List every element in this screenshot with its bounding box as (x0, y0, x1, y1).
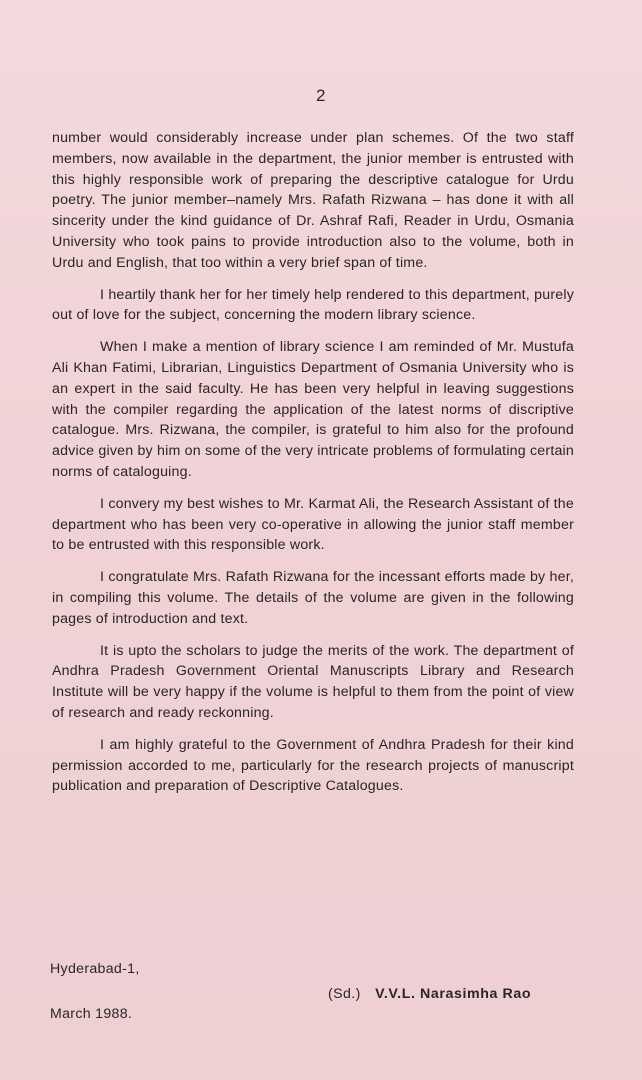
signed-prefix: (Sd.) (328, 986, 361, 1002)
signatory-name: V.V.L. Narasimha Rao (375, 986, 532, 1002)
page-number: 2 (316, 86, 326, 105)
date-line: March 1988. (50, 1006, 133, 1022)
place-line: Hyderabad-1, (50, 961, 140, 977)
paragraph-1: number would considerably increase under plan schemes. Of the two staff members, now available in the department, the junior member is entrusted with this highly responsible work of preparing the descriptive catalogue for Urdu poetry. The junior member–namely Mrs. Rafath Rizwana – has done it with all sincerity under the kind guidance of Dr. Ashraf Rafi, Reader in Urdu, Osmania University who took pains to provide introduction also to the volume, both in Urdu and English, that too within a very brief span of time. (52, 130, 574, 271)
paragraph-2: I heartily thank her for her timely help rendered to this department, purely out of love for the subject, concerning the modern library science. (52, 286, 574, 324)
paragraph-5: I congratulate Mrs. Rafath Rizwana for the incessant efforts made by her, in compiling this volume. The details of the volume are given in the following pages of introduction and text. (52, 569, 574, 627)
paragraph-3: When I make a mention of library science I am reminded of Mr. Mustufa Ali Khan Fatimi, Librarian, Linguistics Department of Osmania University who is an expert in the said faculty. He has been very helpful in leaving suggestions with the compiler regarding the application of the latest norms of discriptive catalogue. Mrs. Rizwana, the compiler, is grateful to him also for the profound advice given by him on some of the very intricate problems of formulating certain norms of cataloguing. (52, 339, 574, 480)
signature-line (328, 986, 531, 1002)
paragraph-4: I convery my best wishes to Mr. Karmat Ali, the Research Assistant of the department who has been very co-operative in allowing the junior staff member to be entrusted with this responsible work. (52, 495, 574, 554)
letter-body (52, 128, 574, 808)
paragraph-7: I am highly grateful to the Government of Andhra Pradesh for their kind permission accorded to me, particularly for the research projects of manuscript publication and preparation of Descriptive Catalogues. (52, 736, 574, 795)
paragraph-6: It is upto the scholars to judge the merits of the work. The department of Andhra Pradesh Government Oriental Manuscripts Library and Research Institute will be very happy if the volume is helpful to them from the point of view of research and ready reckonning. (52, 642, 574, 721)
